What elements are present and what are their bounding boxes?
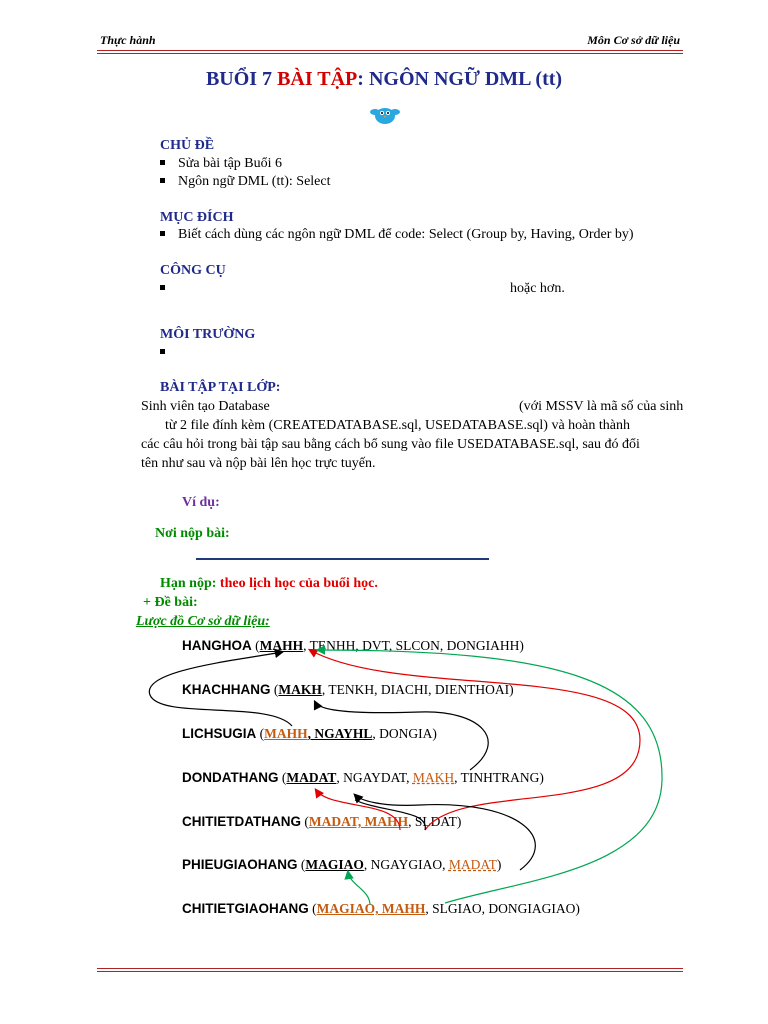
section-moi-truong: MÔI TRƯỜNG [160,327,256,342]
schema-attr: , NGAYGIAO, [363,857,449,872]
schema-key: MADAT [448,857,497,872]
schema-key: MAHH [259,638,304,653]
schema-table-name: LICHSUGIA [182,726,257,741]
section-bai-tap: BÀI TẬP TẠI LỚP: [160,380,281,395]
title-part3: : NGÔN NGỮ DML (tt) [357,68,563,90]
schema-table-name: PHIEUGIAOHANG [182,857,298,872]
schema-table-name: CHITIETDATHANG [182,814,301,829]
schema-attr: , DONGIA) [372,726,437,741]
han-nop: Hạn nộp: theo lịch học của buổi học. [160,576,378,591]
bai-tap-line3: các câu hỏi trong bài tập sau bằng cách bổ sung vào file USEDATABASE.sql, sau đó đổi [141,437,640,452]
schema-key: MAHH [264,726,308,741]
schema-key: MAGIAO, MAHH [316,901,426,916]
schema-table-name: KHACHHANG [182,682,271,697]
header-left: Thực hành [100,33,156,47]
schema-attr: , TINHTRANG) [454,770,544,785]
arrow-ctgh-hanghoa [318,650,662,903]
schema-key: MADAT, MAHH [308,814,409,829]
schema-attr: ( [281,770,287,785]
schema-attr: , TENHH, DVT, SLCON, DONGIAHH) [303,638,524,653]
bai-tap-line1b: (với MSSV là mã số của sinh [519,399,684,414]
schema-attr: ( [304,814,309,829]
schema-attr: ( [259,726,265,741]
cong-cu-item-tail: hoặc hơn. [510,281,565,296]
arrow-ctdh-dondathang [316,790,400,830]
luoc-do-title: Lược đồ Cơ sở dữ liệu: [136,614,270,629]
schema-key: MADAT [286,770,337,785]
schema-attr: , SLDAT) [408,814,462,829]
schema-key: MAKH [278,682,322,697]
chu-de-item-2: Ngôn ngữ DML (tt): Select [160,174,331,190]
schema-attr: ) [496,857,502,872]
schema-table-name: DONDATHANG [182,770,279,785]
muc-dich-item-1: Biết cách dùng các ngôn ngữ DML để code: Select (Group by, Having, Order by) [160,227,634,243]
schema-key: MAGIAO [305,857,364,872]
arrow-dondathang-khachhang [315,702,488,770]
header-right: Môn Cơ sở dữ liệu [587,33,680,47]
title-part2: BÀI TẬP [277,68,358,90]
arrow-ctdh-hanghoa [307,650,640,830]
arrow-pgh-dondathang [355,795,535,870]
footer-rule [97,968,683,969]
section-muc-dich: MỤC ĐÍCH [160,210,234,225]
schema-table-name: HANGHOA [182,638,252,653]
schema-attr: , SLGIAO, DONGIAGIAO) [425,901,580,916]
bai-tap-line1a: Sinh viên tạo Database [141,399,270,414]
schema-table-name: CHITIETGIAOHANG [182,901,309,916]
schema-attr: , NGAYDAT, [336,770,413,785]
chu-de-item-1: Sửa bài tập Buổi 6 [160,156,282,172]
title-part1: BUỔI 7 [205,68,278,90]
vi-du-label: Ví dụ: [182,495,220,510]
arrow-ctgh-pgh [348,872,370,905]
schema-attr: ( [255,638,260,653]
schema-key: MAKH [412,770,455,785]
bai-tap-line2: từ 2 file đính kèm (CREATEDATABASE.sql, USEDATABASE.sql) và hoàn thành [165,418,630,433]
de-bai-label: + Đề bài: [143,595,198,610]
arrow-lichsugia-hanghoa [149,652,292,726]
bai-tap-line4: tên như sau và nộp bài lên học trực tuyến. [141,456,376,471]
noi-nop-label: Nơi nộp bài: [155,526,230,541]
schema-key: , NGAYHL [307,726,373,741]
schema-attr: ( [312,901,317,916]
schema-attr: ( [273,682,279,697]
section-cong-cu: CÔNG CỤ [160,263,226,278]
section-chu-de: CHỦ ĐỀ [160,138,215,153]
schema-attr: ( [300,857,306,872]
footer-rule-2 [97,971,683,972]
schema-attr: , TENKH, DIACHI, DIENTHOAI) [321,682,514,697]
